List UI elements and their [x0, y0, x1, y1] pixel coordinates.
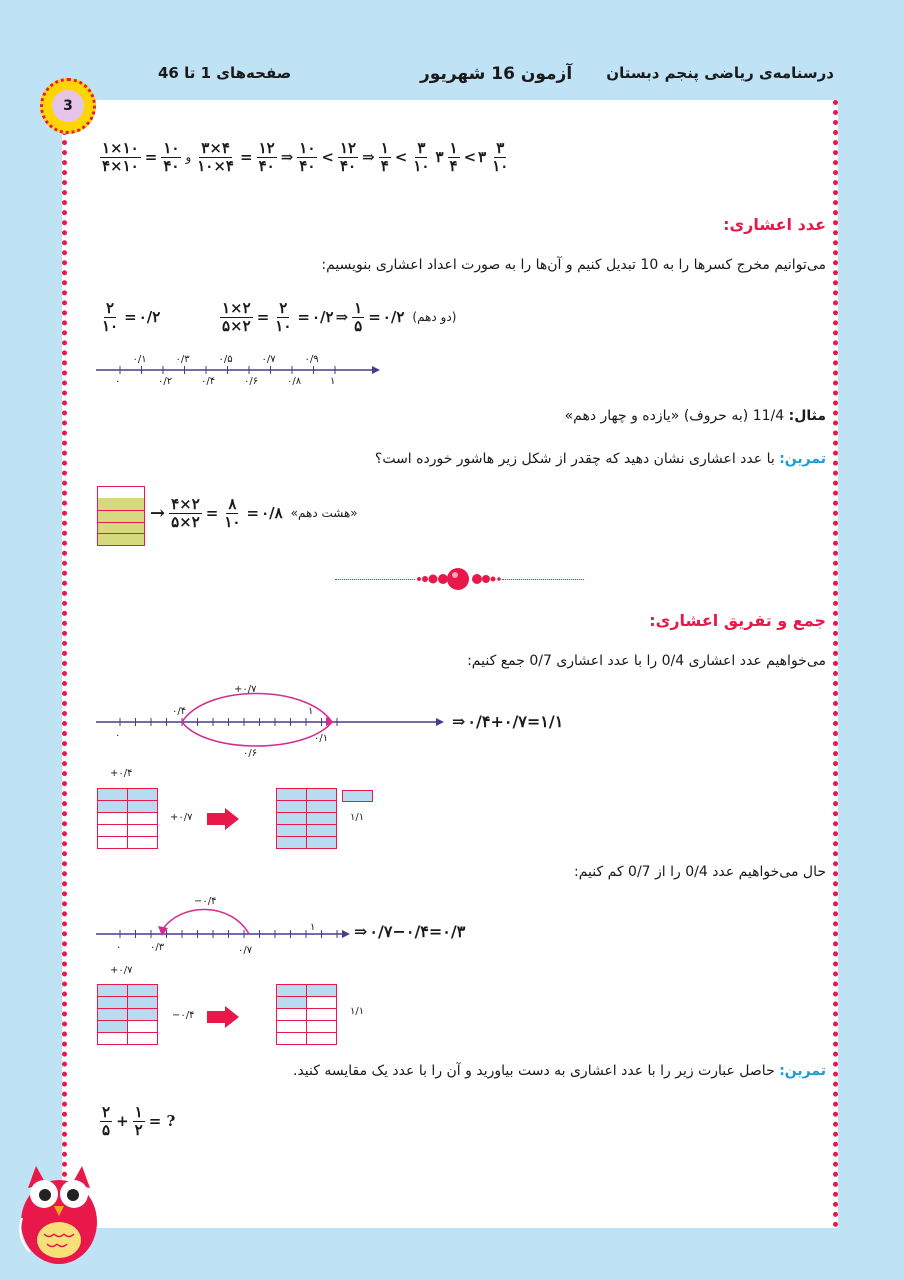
question-tail: = ? [148, 1112, 176, 1130]
addition-grid-right [276, 788, 336, 848]
red-arrow-icon [207, 808, 239, 830]
frac-den: ۱۰ [492, 156, 509, 175]
subtraction-grid-right [276, 984, 336, 1044]
frac-den: ۴۰ [299, 156, 316, 175]
number-line-label-bottom: ۱ [330, 376, 336, 387]
subtraction-arc [162, 909, 249, 934]
sub-arc-label: −۰/۴ [194, 896, 217, 907]
frac-num: ۱۲ [339, 139, 357, 157]
sub-answer-label: ۱/۱ [350, 1006, 365, 1017]
sub-one-label: ۱ [310, 922, 316, 933]
add-answer-label: ۱/۱ [350, 812, 365, 823]
decimal-intro-text: می‌توانیم مخرج کسرها را به 10 تبدیل کنیم و آن‌ها را به صورت اعداد اعشاری بنویسیم: [321, 257, 826, 273]
add-zero-label: ۰ [115, 730, 121, 741]
decimal-equation-2: $\frac{۱\times ۲}{۵\times ۲}$ = $\frac{۲}{۱۰}$ = ۰/۲ ⇒ $\frac{۱}{۵}$ = ۰/۲ (دو دهم) [222, 299, 457, 335]
book-title: درسنامه‌ی ریاضی پنجم دبستان [606, 64, 834, 82]
number-line-label-bottom: ۰ [115, 376, 121, 387]
add-grid-label: +۰/۴ [110, 768, 133, 779]
frac-den: ۴ [380, 156, 389, 175]
grid-cell [306, 1032, 337, 1045]
sub-zero-label: ۰ [116, 942, 122, 953]
number-line-label-top: ۰/۵ [218, 354, 233, 365]
frac-num: ۴×۲ [171, 495, 200, 513]
frac-den: ۴۰ [258, 156, 275, 175]
frac-num: ۱×۱۰ [102, 139, 139, 157]
number-line-label-top: ۰/۳ [175, 354, 190, 365]
frac-den: ۱۰ [413, 156, 430, 175]
example-label: مثال: [788, 408, 826, 424]
frac-num: ۱۲ [258, 139, 275, 157]
add-intro-text: می‌خواهیم عدد اعشاری 0/4 را با عدد اعشاری 0/7 جمع کنیم: [467, 653, 826, 669]
addition-result: ⇒ ۰/۴+۰/۷=۱/۱ [452, 712, 564, 731]
sub-03-label: ۰/۳ [150, 942, 165, 953]
red-arrow-icon [207, 1006, 239, 1028]
divider-right [502, 579, 584, 580]
sub-07-label: ۰/۷ [238, 945, 253, 956]
frac-den: ۴۰ [339, 156, 357, 175]
eight-tenths-label: «هشت دهم» [290, 506, 358, 520]
frac-num: ۲ [102, 1103, 111, 1121]
frac-num: ۱ [134, 1103, 143, 1121]
owl-mascot-icon [14, 1158, 104, 1268]
frac-num: ۱ [449, 139, 458, 157]
exercise-text: با عدد اعشاری نشان دهید که چقدر از شکل زیر هاشور خورده است؟ [374, 451, 775, 467]
grid-cell [306, 836, 337, 849]
frac-num: ۱۰ [299, 139, 316, 157]
exercise-text: حاصل عبارت زیر را با عدد اعشاری به دست بیاورید و آن را با عدد یک مقایسه کنید. [293, 1063, 775, 1079]
frac-num: ۸ [228, 495, 237, 513]
page-range: صفحه‌های 1 تا 46 [158, 64, 292, 82]
frac-den: ۵ [354, 316, 363, 335]
frac-num: ۱ [380, 139, 389, 157]
number-line-label-top: ۰/۹ [304, 354, 319, 365]
exercise-line-1 [375, 451, 826, 467]
number-line-label-bottom: ۰/۸ [287, 376, 302, 387]
grid-cell [276, 1032, 307, 1045]
frac-den: ۱۰ [275, 316, 292, 335]
add-under-label: ۰/۱ [314, 733, 329, 744]
frac-den: ۴۰ [163, 156, 180, 175]
frac-den: ۲ [134, 1120, 143, 1139]
exercise-label: تمرین: [779, 1063, 826, 1079]
sub-grid-label: +۰/۷ [110, 965, 133, 976]
exercise-line-2 [293, 1063, 826, 1079]
add-result-text: ۰/۴+۰/۷=۱/۱ [467, 712, 564, 731]
addition-grid-left [97, 788, 157, 848]
frac-num: ۳ [417, 139, 426, 157]
add-arc-top-label: +۰/۷ [234, 684, 257, 695]
divider-dots [415, 566, 503, 594]
number-line-label-bottom: ۰/۴ [201, 376, 216, 387]
result: ۰/۲ [311, 308, 334, 326]
number-line-label-bottom: ۰/۲ [158, 376, 173, 387]
and-word: و [185, 150, 192, 164]
add-arc-bottom-label: ۰/۶ [243, 748, 258, 759]
add-start-label: ۰/۴ [172, 706, 187, 717]
number-line-arrowhead [342, 930, 350, 938]
frac-den: ۵×۲ [222, 316, 251, 335]
sub-intro-text: حال می‌خواهیم عدد 0/4 را از 0/7 کم کنیم: [574, 864, 826, 880]
sub-result-text: ۰/۷−۰/۴=۰/۳ [369, 922, 466, 941]
grid-cell [276, 836, 307, 849]
grid-cell [127, 1032, 158, 1045]
grid-cell [127, 836, 158, 849]
frac-num: ۱۰ [163, 139, 180, 157]
number-line-arrowhead [436, 718, 444, 726]
extra-tenth-cell [342, 790, 373, 802]
add-end-label: ۱ [308, 706, 314, 717]
divider-left [335, 579, 415, 580]
frac-den: ۱۰×۴ [197, 156, 234, 175]
frac-num: ۱ [354, 299, 363, 317]
frac-den: ۵×۲ [171, 512, 200, 531]
decimal-equation-1: $\frac{۲}{۱۰}$ = ۰/۲ [102, 299, 161, 335]
add-op-label: +۰/۷ [170, 812, 193, 823]
frac-den: ۱۰ [224, 512, 241, 531]
section-heading-decimal: عدد اعشاری: [723, 215, 826, 234]
number-line-label-top: ۰/۷ [261, 354, 276, 365]
frac-num: ۳ [496, 139, 505, 157]
frac-den: ۱۰ [102, 316, 119, 335]
result: ۰/۲ [382, 308, 405, 326]
addition-arc-bottom [182, 722, 332, 746]
grid-cell [97, 1032, 128, 1045]
frac-num: ۱×۲ [222, 299, 251, 317]
number-line-label-bottom: ۰/۶ [244, 376, 259, 387]
shaded-rectangle [97, 486, 145, 546]
fraction-comparison: $\frac{۱\times ۱۰}{۴\times ۱۰}$ = $\frac{۱۰}{۴۰}$ و $\frac{۳\times ۴}{۱۰\times ۴}$ = $\frac{۱۲}{۴۰}$ ⇒ $\frac{۱۰}{۴۰}$ < $\frac{۱۲}{۴۰}$ ⇒ $\frac{۱}{۴}$ < $\frac{۳}{۱۰}$ ۳ $\frac{۱}{۴}$ < ۳ $\frac{۳}{۱۰}$ [102, 139, 509, 175]
section-heading-add-sub: جمع و تفریق اعشاری: [649, 611, 826, 630]
subtraction-grid-left [97, 984, 157, 1044]
result: ۰/۲ [138, 308, 161, 326]
whole-three: ۳ [435, 148, 444, 166]
exercise-label: تمرین: [779, 451, 826, 467]
frac-num: ۳×۴ [201, 139, 230, 157]
two-tenths-label: (دو دهم) [412, 310, 457, 324]
frac-den: ۴ [449, 156, 458, 175]
number-line-arrowhead [372, 366, 380, 374]
subtraction-number-line [96, 892, 356, 942]
number-line-label-top: ۰/۱ [132, 354, 147, 365]
sub-op-label: −۰/۴ [172, 1010, 195, 1021]
whole-three: ۳ [478, 148, 487, 166]
frac-num: ۲ [279, 299, 288, 317]
shade-equation: → $\frac{۴\times ۲}{۵\times ۲}$ = $\frac{۸}{۱۰}$ = ۰/۸ «هشت دهم» [150, 495, 358, 531]
frac-num: ۲ [106, 299, 115, 317]
page-number: 3 [52, 90, 84, 122]
example-line [565, 408, 826, 424]
frac-den: ۴×۱۰ [102, 156, 139, 175]
grid-cell [97, 836, 128, 849]
example-text: 11/4 (به حروف) «یازده و چهار دهم» [564, 408, 785, 424]
exercise-question: $\frac{۲}{۵}$ + $\frac{۱}{۲}$ = ? [102, 1103, 176, 1139]
frac-den: ۵ [102, 1120, 111, 1139]
page-number-badge [40, 78, 96, 134]
addition-number-line [96, 692, 452, 752]
result: ۰/۸ [261, 504, 283, 522]
subtraction-result: ⇒ ۰/۷−۰/۴=۰/۳ [354, 922, 466, 941]
exam-title: آزمون 16 شهریور [420, 64, 573, 84]
